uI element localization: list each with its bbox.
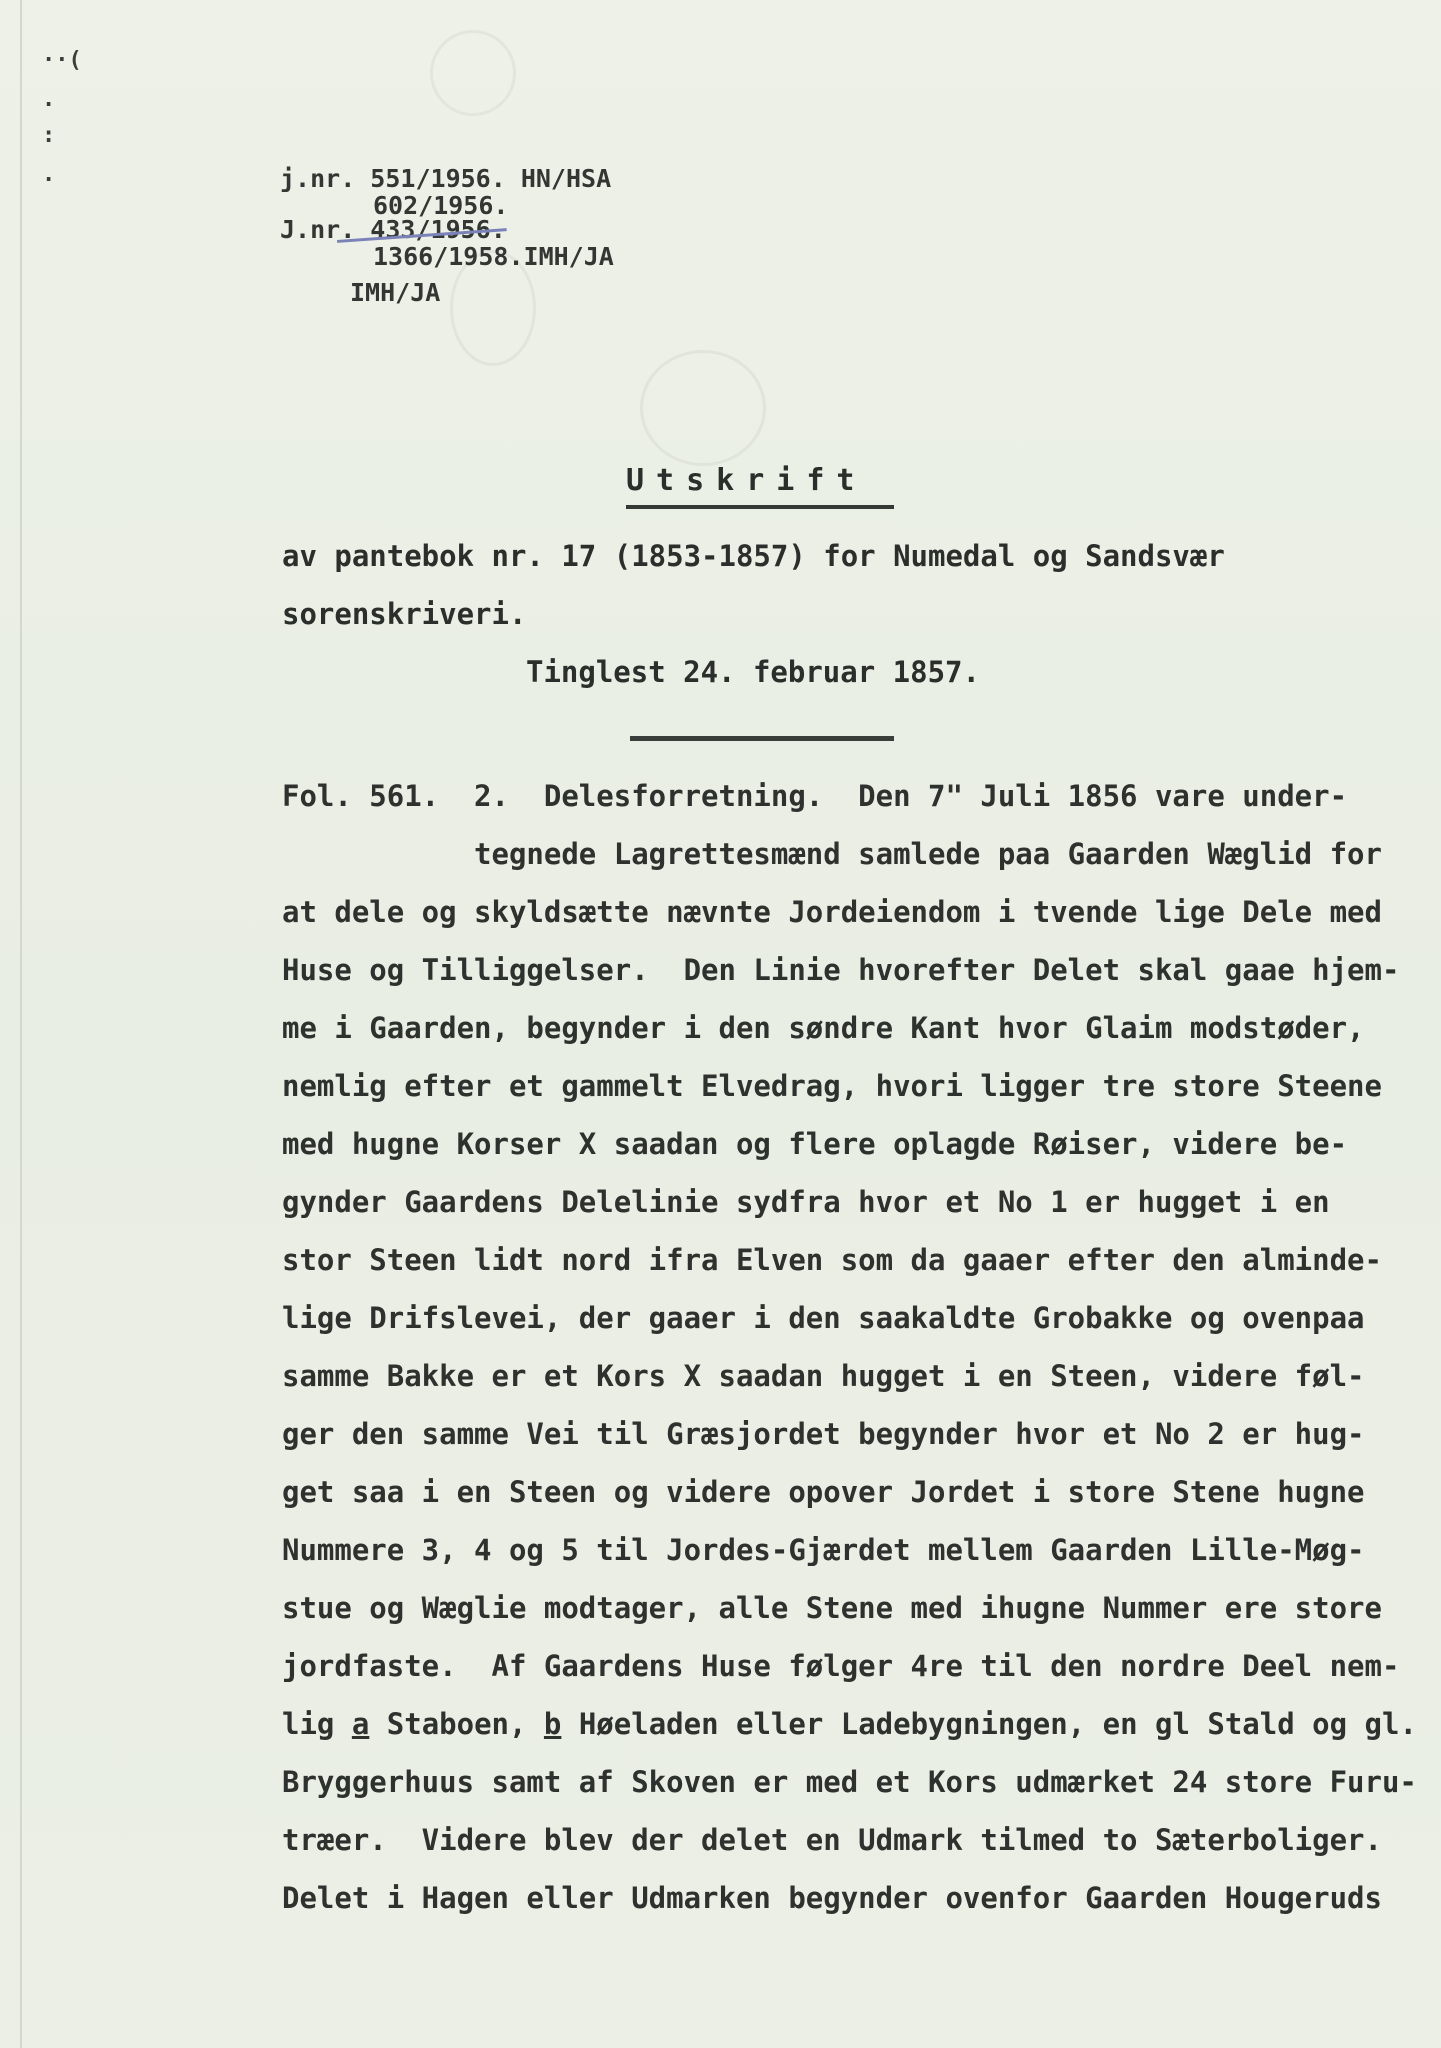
subtitle-line: sorenskriveri. — [282, 597, 527, 631]
body-line: træer. Videre blev der delet en Udmark tilmed to Sæterboliger. — [282, 1823, 1382, 1857]
body-line: ger den samme Vei til Græsjordet begynder hvor et No 2 er hug- — [282, 1417, 1365, 1451]
margin-mark: ··( — [42, 48, 82, 73]
journal-ref: IMH/JA — [350, 278, 441, 307]
separator-rule — [630, 736, 894, 741]
body-line: Bryggerhuus samt af Skoven er med et Kors udmærket 24 store Furu- — [282, 1765, 1417, 1799]
body-line — [282, 1707, 1417, 1741]
text-segment: lig — [282, 1707, 352, 1741]
body-line: Huse og Tilliggelser. Den Linie hvorefter Delet skal gaae hjem- — [282, 953, 1400, 987]
body-line: lige Drifslevei, der gaaer i den saakaldte Grobakke og ovenpaa — [282, 1301, 1365, 1335]
faint-stamp — [430, 30, 516, 116]
margin-mark: : — [42, 123, 56, 148]
body-line: at dele og skyldsætte nævnte Jordeiendom i tvende lige Dele med — [282, 895, 1382, 929]
body-line: Nummere 3, 4 og 5 til Jordes-Gjærdet mellem Gaarden Lille-Møg- — [282, 1533, 1365, 1567]
journal-ref: 602/1956. — [373, 191, 509, 220]
title-underline — [626, 505, 894, 509]
margin-mark: · — [42, 93, 56, 118]
body-line: get saa i en Steen og videre opover Jordet i store Stene hugne — [282, 1475, 1365, 1509]
subtitle-line: av pantebok nr. 17 (1853-1857) for Numedal og Sandsvær — [282, 539, 1225, 573]
body-line: jordfaste. Af Gaardens Huse følger 4re til den nordre Deel nem- — [282, 1649, 1400, 1683]
body-line: med hugne Korser X saadan og flere oplagde Røiser, videre be- — [282, 1127, 1348, 1161]
body-line: me i Gaarden, begynder i den søndre Kant hvor Glaim modstøder, — [282, 1011, 1365, 1045]
body-line: stor Steen lidt nord ifra Elven som da gaaer efter den alminde- — [282, 1243, 1382, 1277]
margin-mark: · — [42, 168, 56, 193]
text-segment: Staboen, — [369, 1707, 544, 1741]
text-segment: Høeladen eller Ladebygningen, en gl Stald og gl. — [561, 1707, 1417, 1741]
page-edge — [20, 0, 22, 2048]
document-title: Utskrift — [626, 463, 867, 498]
body-line: samme Bakke er et Kors X saadan hugget i en Steen, videre føl- — [282, 1359, 1365, 1393]
body-line: tegnede Lagrettesmænd samlede paa Gaarden Wæglid for — [282, 837, 1382, 871]
journal-ref: j.nr. 551/1956. HN/HSA — [280, 164, 612, 193]
journal-ref: 1366/1958.IMH/JA — [373, 242, 614, 271]
body-line: gynder Gaardens Delelinie sydfra hvor et No 1 er hugget i en — [282, 1185, 1330, 1219]
body-line: nemlig efter et gammelt Elvedrag, hvori ligger tre store Steene — [282, 1069, 1382, 1103]
journal-ref: J.nr. 433/1956. — [280, 215, 506, 244]
underlined-letter: a — [351, 1707, 370, 1741]
faint-stamp — [640, 350, 766, 466]
underlined-letter: b — [543, 1707, 562, 1741]
body-line: stue og Wæglie modtager, alle Stene med ihugne Nummer ere store — [282, 1591, 1382, 1625]
body-line: Delet i Hagen eller Udmarken begynder ovenfor Gaarden Hougeruds — [282, 1881, 1382, 1915]
registration-date: Tinglest 24. februar 1857. — [526, 655, 980, 689]
body-line: Fol. 561. 2. Delesforretning. Den 7" Juli 1856 vare under- — [282, 779, 1348, 813]
